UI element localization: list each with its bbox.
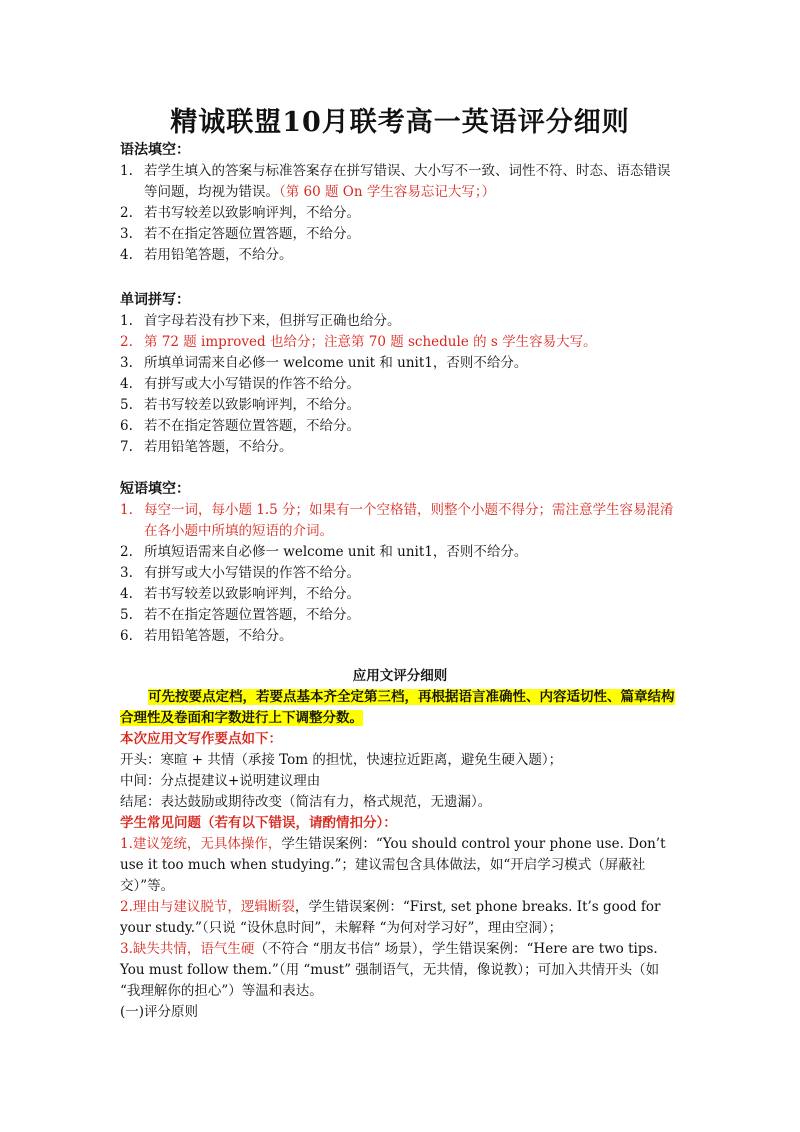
- grammar-item-text: 若用铅笔答题，不给分。: [144, 247, 293, 263]
- phrase-item-text: 每空一词，每小题 1.5 分；如果有一个空格错，则整个小题不得分；需注意学生容易混淆在各小题中所填的短语的介词。: [144, 502, 674, 539]
- phrase-item-text: 有拼写或大小写错误的作答不给分。: [144, 565, 360, 581]
- spelling-item: [120, 311, 680, 332]
- phrase-list: [120, 542, 680, 647]
- spelling-list: [120, 311, 680, 458]
- problem-3-label: 3.缺失共情，语气生硬: [120, 941, 255, 957]
- grammar-item-number: 4.: [120, 247, 133, 263]
- problem-1-label: 1.建议笼统，无具体操作，: [120, 836, 282, 852]
- document-title: 精诚联盟10月联考高一英语评分细则: [170, 107, 630, 138]
- writing-section: [120, 666, 680, 1023]
- phrase-item-number: 4.: [120, 586, 133, 602]
- phrase-item-number: 5.: [120, 607, 133, 623]
- spelling-item-number: 7.: [120, 439, 133, 455]
- spelling-item-text: 第 72 题 improved 也给分；注意第 70 题 schedule 的 s 学生容易大写。: [144, 334, 597, 350]
- spelling-item: [120, 395, 680, 416]
- phrase-item-text: 若用铅笔答题，不给分。: [144, 628, 293, 644]
- grammar-heading: 语法填空：: [120, 142, 190, 158]
- grammar-item-number: 2.: [120, 205, 133, 221]
- spelling-item: [120, 416, 680, 437]
- spelling-item-text: 首字母若没有抄下来，但拼写正确也给分。: [144, 313, 401, 329]
- writing-ending: 结尾：表达鼓励或期待改变（简洁有力，格式规范，无遗漏）。: [120, 794, 492, 810]
- grammar-section: [120, 140, 680, 266]
- grammar-item-number: 3.: [120, 226, 133, 242]
- grammar-item-text: 若书写较差以致影响评判，不给分。: [144, 205, 360, 221]
- spelling-item: [120, 374, 680, 395]
- phrase-section: [120, 479, 680, 647]
- writing-highlight-para: [120, 687, 680, 729]
- spelling-section: [120, 290, 680, 458]
- spelling-item: [120, 437, 680, 458]
- grammar-item: [120, 224, 680, 245]
- spelling-item-number: 5.: [120, 397, 133, 413]
- grammar-item-1-text: 若学生填入的答案与标准答案存在拼写错误、大小写不一致、词性不符、时态、语态错误等问题，均视为错误。: [144, 163, 671, 200]
- writing-principle: (一)评分原则: [120, 1004, 199, 1020]
- phrase-item-text: 所填短语需来自必修一 welcome unit 和 unit1，否则不给分。: [144, 544, 528, 560]
- spelling-item-number: 4.: [120, 376, 133, 392]
- spelling-item-text: 有拼写或大小写错误的作答不给分。: [144, 376, 360, 392]
- phrase-item-text: 若书写较差以致影响评判，不给分。: [144, 586, 360, 602]
- phrase-item-text: 若不在指定答题位置答题，不给分。: [144, 607, 360, 623]
- phrase-item-1: [120, 500, 680, 542]
- grammar-item: [120, 245, 680, 266]
- grammar-item-1: [120, 161, 680, 203]
- phrase-item-number: 6.: [120, 628, 133, 644]
- writing-problem-2: [120, 897, 680, 939]
- writing-problems-heading: 学生常见问题（若有以下错误，请酌情扣分）：: [120, 815, 397, 831]
- spelling-item: [120, 353, 680, 374]
- phrase-item: [120, 542, 680, 563]
- problem-1-text: 学生错误案例：“You should control your phone use. Don’t use it too much when studying.”；建议需包含具体做法，如“开启学习模式（屏蔽社交）”等。: [120, 836, 666, 894]
- spelling-item-number: 6.: [120, 418, 133, 434]
- spelling-item-text: 所填单词需来自必修一 welcome unit 和 unit1，否则不给分。: [144, 355, 528, 371]
- spelling-item-text: 若书写较差以致影响评判，不给分。: [144, 397, 360, 413]
- problem-3-text: （不符合 “朋友书信” 场景），学生错误案例：“Here are two tips. You must follow them.”（用 “must” 强制语气，无共情，像说教）；可加入共情开头（如 “我理解你的担心”）等温和表达。: [120, 941, 660, 999]
- writing-opening: 开头：寒暄 + 共情（承接 Tom 的担忧，快速拉近距离，避免生硬入题）；: [120, 752, 563, 768]
- writing-points-heading: 本次应用文写作要点如下：: [120, 731, 282, 747]
- spelling-item-number: 1.: [120, 313, 133, 329]
- grammar-item-text: [144, 161, 680, 203]
- spelling-item-text: 若用铅笔答题，不给分。: [144, 439, 293, 455]
- phrase-item: [120, 605, 680, 626]
- problem-2-text: ，学生错误案例：“First, set phone breaks. It’s good for your study.”（只说 “设休息时间”，未解释 “为何对学习好”，理由空洞）；: [120, 899, 661, 936]
- writing-highlight: 可先按要点定档，若要点基本齐全定第三档，再根据语言准确性、内容适切性、篇章结构合理性及卷面和字数进行上下调整分数。: [120, 689, 675, 726]
- grammar-item-1-note: （第 60 题 On 学生容易忘记大写；）: [279, 184, 496, 200]
- spelling-item: [120, 332, 680, 353]
- phrase-item: [120, 563, 680, 584]
- writing-problem-1: [120, 834, 680, 897]
- grammar-item-number: 1.: [120, 163, 133, 179]
- writing-heading: 应用文评分细则: [352, 668, 448, 684]
- spelling-heading: 单词拼写：: [120, 292, 190, 308]
- grammar-item-text: 若不在指定答题位置答题，不给分。: [144, 226, 360, 242]
- problem-2-label: 2.理由与建议脱节，逻辑断裂: [120, 899, 295, 915]
- grammar-list: [120, 203, 680, 266]
- phrase-item-number: 1.: [120, 502, 133, 518]
- spelling-item-number: 2.: [120, 334, 133, 350]
- phrase-item-number: 3.: [120, 565, 133, 581]
- grammar-item: [120, 203, 680, 224]
- spelling-item-number: 3.: [120, 355, 133, 371]
- writing-middle: 中间：分点提建议+说明建议理由: [120, 773, 321, 789]
- writing-problem-3: [120, 939, 680, 1002]
- spelling-item-text: 若不在指定答题位置答题，不给分。: [144, 418, 360, 434]
- phrase-heading: 短语填空：: [120, 481, 190, 497]
- phrase-item-number: 2.: [120, 544, 133, 560]
- phrase-item: [120, 584, 680, 605]
- phrase-item: [120, 626, 680, 647]
